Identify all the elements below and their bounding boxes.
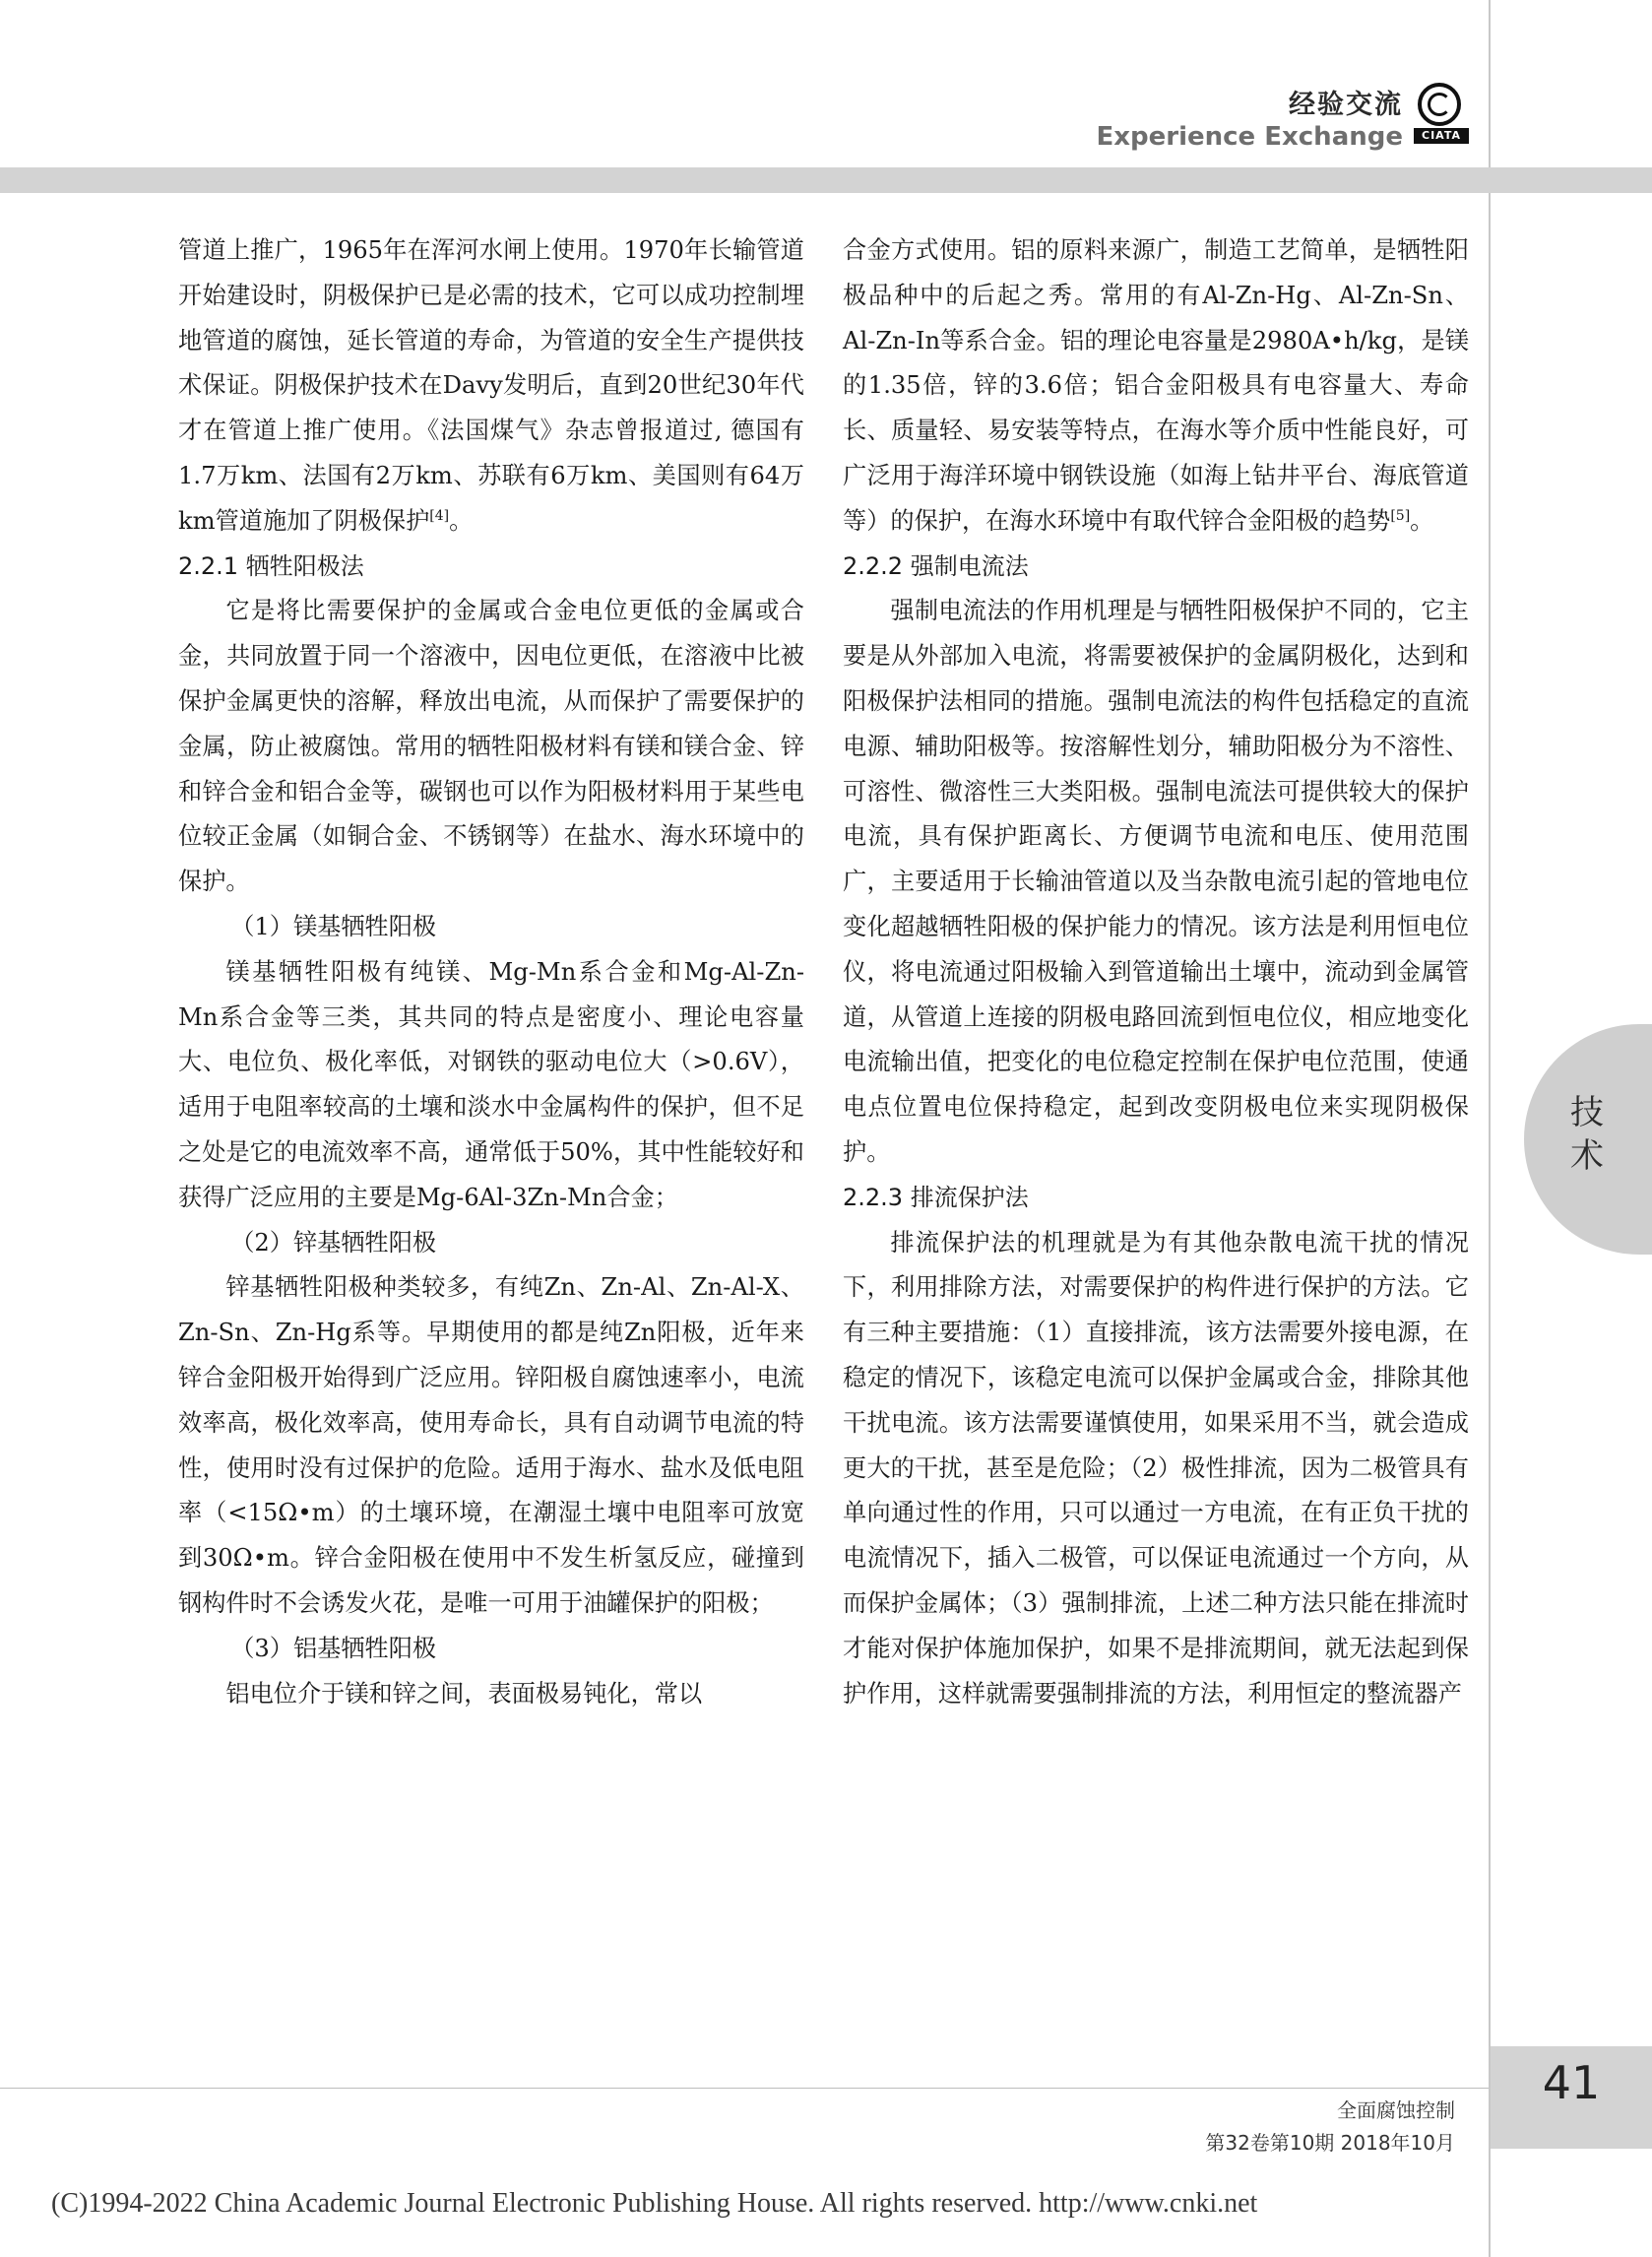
paragraph: 镁基牺牲阳极有纯镁、Mg-Mn系合金和Mg-Al-Zn-Mn系合金等三类，其共同的特点是密度小、理论电容量大、电位负、极化率低，对钢铁的驱动电位大（>0.6V），适用于电阻率较高的土壤和淡水中金属构件的保护，但不足之处是它的电流效率不高，通常低于50%，其中性能较好和获得广泛应用的主要是Mg-6Al-3Zn-Mn合金； bbox=[178, 957, 804, 1211]
paragraph: 排流保护法的机理就是为有其他杂散电流干扰的情况下，利用排除方法，对需要保护的构件进行保护的方法。它有三种主要措施：（1）直接排流，该方法需要外接电源，在稳定的情况下，该稳定电流可以保护金属或合金，排除其他干扰电流。该方法需要谨慎使用，如果采用不当，就会造成更大的干扰，甚至是危险；（2）极性排流，因为二极管具有单向通过性的作用，只可以通过一方电流，在有正负干扰的电流情况下，插入二极管，可以保证电流通过一个方向，从而保护金属体；（3）强制排流，上述二种方法只能在排流时才能对保护体施加保护，如果不是排流期间，就无法起到保护作用，这样就需要强制排流的方法，利用恒定的整流器产 bbox=[843, 1228, 1469, 1708]
subheading-aluminum: （3）铝基牺牲阳极 bbox=[230, 1634, 437, 1662]
paragraph: 管道上推广，1965年在浑河水闸上使用。1970年长输管道开始建设时，阴极保护已是必需的技术，它可以成功控制埋地管道的腐蚀，延长管道的寿命，为管道的安全生产提供技术保证。阴极保护技术在Davy发明后，直到20世纪30年代才在管道上推广使用。《法国煤气》杂志曾报道过, 德国有1.7万km、法国有2万km、苏联有6万km、美国则有64万km管道施加了阴极保护[4]。 bbox=[178, 236, 804, 535]
citation-ref: [4] bbox=[429, 507, 450, 524]
logo-caption: CIATA bbox=[1414, 128, 1469, 144]
header-bar bbox=[0, 167, 1652, 193]
paragraph: 它是将比需要保护的金属或合金电位更低的金属或合金，共同放置于同一个溶液中，因电位更低，在溶液中比被保护金属更快的溶解，释放出电流，从而保护了需要保护的金属，防止被腐蚀。常用的牺牲阳极材料有镁和镁合金、锌和锌合金和铝合金等，碳钢也可以作为阳极材料用于某些电位较正金属（如铜合金、不锈钢等）在盐水、海水环境中的保护。 bbox=[178, 597, 804, 896]
subheading-magnesium: （1）镁基牺牲阳极 bbox=[230, 912, 437, 940]
right-column bbox=[843, 228, 1469, 1716]
subheading-zinc: （2）锌基牺牲阳极 bbox=[230, 1228, 437, 1257]
right-margin-rule bbox=[1489, 0, 1491, 2257]
copyright-notice: (C)1994-2022 China Academic Journal Electronic Publishing House. All rights reserved. http://www.cnki.net bbox=[51, 2188, 1258, 2219]
ciata-logo-icon bbox=[1414, 83, 1469, 146]
section-heading-2-2-2: 2.2.2 强制电流法 bbox=[843, 551, 1029, 580]
paragraph: 锌基牺牲阳极种类较多，有纯Zn、Zn-Al、Zn-Al-X、Zn-Sn、Zn-Hg系等。早期使用的都是纯Zn阳极，近年来锌合金阳极开始得到广泛应用。锌阳极自腐蚀速率小，电流效率高，极化效率高，使用寿命长，具有自动调节电流的特性，使用时没有过保护的危险。适用于海水、盐水及低电阻率（<15Ω•m）的土壤环境，在潮湿土壤中电阻率可放宽到30Ω•m。锌合金阳极在使用中不发生析氢反应，碰撞到钢构件时不会诱发火花，是唯一可用于油罐保护的阳极； bbox=[178, 1273, 804, 1617]
journal-name: 全面腐蚀控制 bbox=[1337, 2098, 1455, 2122]
footer-rule bbox=[0, 2088, 1489, 2089]
section-title-en: Experience Exchange bbox=[1096, 122, 1403, 152]
side-tab-label: 技 术 bbox=[1570, 1093, 1604, 1176]
paragraph: 强制电流法的作用机理是与牺牲阳极保护不同的，它主要是从外部加入电流，将需要被保护的金属阴极化，达到和阳极保护法相同的措施。强制电流法的构件包括稳定的直流电源、辅助阳极等。按溶解性划分，辅助阳极分为不溶性、可溶性、微溶性三大类阳极。强制电流法可提供较大的保护电流，具有保护距离长、方便调节电流和电压、使用范围广，主要适用于长输油管道以及当杂散电流引起的管地电位变化超越牺牲阳极的保护能力的情况。该方法是利用恒电位仪，将电流通过阳极输入到管道输出土壤中，流动到金属管道，从管道上连接的阴极电路回流到恒电位仪，相应地变化电流输出值，把变化的电位稳定控制在保护电位范围，使通电点位置电位保持稳定，起到改变阴极电位来实现阴极保护。 bbox=[843, 597, 1469, 1166]
section-heading-2-2-1: 2.2.1 牺牲阳极法 bbox=[178, 551, 364, 580]
logo-inner-mark bbox=[1428, 93, 1451, 116]
section-title-zh: 经验交流 bbox=[1289, 90, 1403, 120]
journal-issue: 第32卷第10期 2018年10月 bbox=[1205, 2131, 1455, 2155]
paragraph: 合金方式使用。铝的原料来源广，制造工艺简单，是牺牲阳极品种中的后起之秀。常用的有Al-Zn-Hg、Al-Zn-Sn、Al-Zn-In等系合金。铝的理论电容量是2980A•h/kg，是镁的1.35倍，锌的3.6倍；铝合金阳极具有电容量大、寿命长、质量轻、易安装等特点，在海水等介质中性能良好，可广泛用于海洋环境中钢铁设施（如海上钻井平台、海底管道等）的保护，在海水环境中有取代锌合金阳极的趋势[5]。 bbox=[843, 236, 1469, 535]
left-column bbox=[178, 228, 804, 1716]
paragraph: 铝电位介于镁和锌之间，表面极易钝化，常以 bbox=[225, 1679, 703, 1708]
citation-ref: [5] bbox=[1390, 507, 1411, 524]
page-number: 41 bbox=[1542, 2056, 1601, 2109]
section-heading-2-2-3: 2.2.3 排流保护法 bbox=[843, 1183, 1029, 1211]
